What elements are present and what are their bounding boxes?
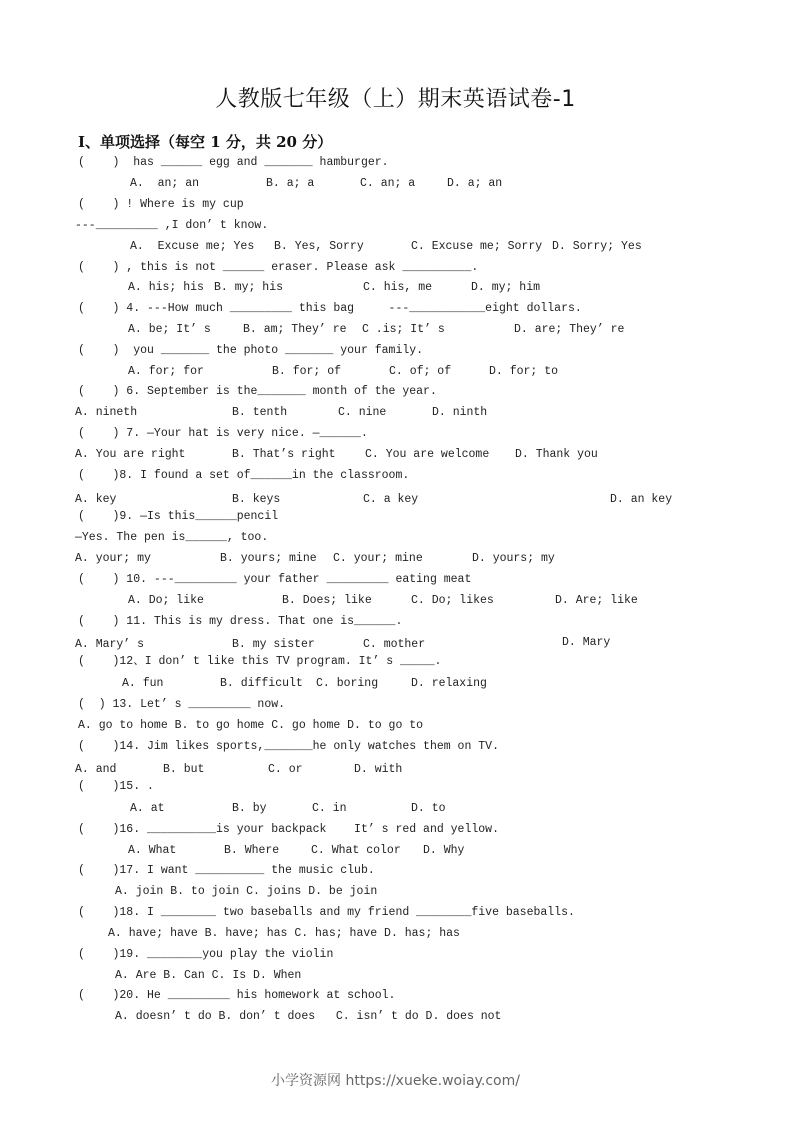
text-line: D. Sorry; Yes (552, 240, 642, 253)
text-line: A. nineth (75, 406, 138, 419)
text-line: B. Where (224, 844, 280, 857)
text-line: B. my sister (232, 638, 315, 651)
text-line: C. his, me (363, 281, 433, 294)
text-line: ( )20. He _________ his homework at school. (78, 989, 396, 1002)
text-line: C. of; of (389, 365, 452, 378)
text-line: C. in (312, 802, 347, 815)
text-line: B. Yes, Sorry (274, 240, 364, 253)
text-line: B. yours; mine (220, 552, 317, 565)
text-line: ( )8. I found a set of______in the classroom. (78, 469, 410, 482)
text-line: B. am; They’ re (243, 323, 347, 336)
text-line: ( )17. I want __________ the music club. (78, 864, 375, 877)
text-line: D. Are; like (555, 594, 638, 607)
text-line: B. a; a (266, 177, 315, 190)
text-line: ( )15. . (78, 780, 154, 793)
text-line: ( ) 13. Let’ s _________ now. (78, 698, 286, 711)
text-line: D. for; to (489, 365, 559, 378)
text-line: A. have; have B. have; has C. has; have D. has; has (108, 927, 460, 940)
text-line: C. Excuse me; Sorry (411, 240, 543, 253)
text-line: A. and (75, 763, 117, 776)
text-line: D. Thank you (515, 448, 598, 461)
text-line: D. with (354, 763, 403, 776)
text-line: C. nine (338, 406, 387, 419)
text-line: B. difficult (220, 677, 303, 690)
text-line: D. ninth (432, 406, 488, 419)
text-line: A. Excuse me; Yes (130, 240, 255, 253)
text-line: ( ) 11. This is my dress. That one is______. (78, 615, 403, 628)
text-line: D. a; an (447, 177, 503, 190)
text-line: B. Does; like (282, 594, 372, 607)
text-line: ( ) , this is not ______ eraser. Please ask __________. (78, 261, 479, 274)
text-line: ( ) 4. ---How much _________ this bag ---___________eight dollars. (78, 302, 582, 315)
text-line: A. your; my (75, 552, 151, 565)
text-line: B. for; of (272, 365, 342, 378)
section-heading: I、单项选择（每空 1 分，共 20 分） (78, 133, 333, 151)
text-line: ( ) you _______ the photo _______ your family. (78, 344, 424, 357)
text-line: —Yes. The pen is______, too. (75, 531, 269, 544)
text-line: ( )14. Jim likes sports,_______he only watches them on TV. (78, 740, 499, 753)
text-line: C. or (268, 763, 303, 776)
text-line: A. Mary’ s (75, 638, 145, 651)
text-line: A. Do; like (128, 594, 204, 607)
text-line: C. mother (363, 638, 426, 651)
text-line: A. Are B. Can C. Is D. When (115, 969, 302, 982)
text-line: ( )18. I ________ two baseballs and my friend ________five baseballs. (78, 906, 575, 919)
text-line: C. your; mine (333, 552, 423, 565)
text-line: C. You are welcome (365, 448, 490, 461)
text-line: A. go to home B. to go home C. go home D. to go to (78, 719, 424, 732)
text-line: C. a key (363, 493, 419, 506)
text-line: B. by (232, 802, 267, 815)
text-line: A. fun (122, 677, 164, 690)
text-line: C. Do; likes (411, 594, 494, 607)
text-line: D. yours; my (472, 552, 555, 565)
text-line: B. That’s right (232, 448, 336, 461)
text-line: A. an; an (130, 177, 200, 190)
text-line: C. an; a (360, 177, 416, 190)
text-line: ( ) 10. ---_________ your father _________ eating meat (78, 573, 472, 586)
text-line: ( ) has ______ egg and _______ hamburger. (78, 156, 389, 169)
text-line: A. What (128, 844, 177, 857)
footer-watermark: 小学资源网 https://xueke.woiay.com/ (271, 1073, 520, 1089)
text-line: A. doesn’ t do B. don’ t does C. isn’ t do D. does not (115, 1010, 502, 1023)
text-line: ( ) 7. —Your hat is very nice. —______. (78, 427, 368, 440)
text-line: D. an key (610, 493, 673, 506)
text-line: A. You are right (75, 448, 186, 461)
text-line: A. key (75, 493, 117, 506)
document-title: 人教版七年级（上）期末英语试卷-1 (215, 87, 576, 112)
text-line: ( ) ! Where is my cup (78, 198, 244, 211)
text-line: D. to (411, 802, 446, 815)
text-line: ( )12、I don’ t like this TV program. It’ s _____. (78, 655, 442, 668)
text-line: A. join B. to join C. joins D. be join (115, 885, 378, 898)
text-line: ( )19. ________you play the violin (78, 948, 334, 961)
text-line: A. be; It’ s (128, 323, 211, 336)
text-line: B. keys (232, 493, 281, 506)
text-line: D. my; him (471, 281, 541, 294)
text-line: ---_________ ,I don’ t know. (75, 219, 269, 232)
text-line: C .is; It’ s (362, 323, 445, 336)
text-line: D. are; They’ re (514, 323, 625, 336)
text-line: C. boring (316, 677, 379, 690)
text-line: ( ) 6. September is the_______ month of the year. (78, 385, 437, 398)
text-line: D. Mary (562, 636, 611, 649)
text-line: B. tenth (232, 406, 288, 419)
text-line: A. his; his (128, 281, 204, 294)
text-line: ( )16. __________is your backpack It’ s red and yellow. (78, 823, 499, 836)
text-line: ( )9. —Is this______pencil (78, 510, 279, 523)
text-line: A. at (130, 802, 165, 815)
text-line: C. What color (311, 844, 401, 857)
text-line: B. but (163, 763, 205, 776)
text-line: A. for; for (128, 365, 204, 378)
text-line: D. relaxing (411, 677, 487, 690)
text-line: D. Why (423, 844, 465, 857)
text-line: B. my; his (214, 281, 284, 294)
